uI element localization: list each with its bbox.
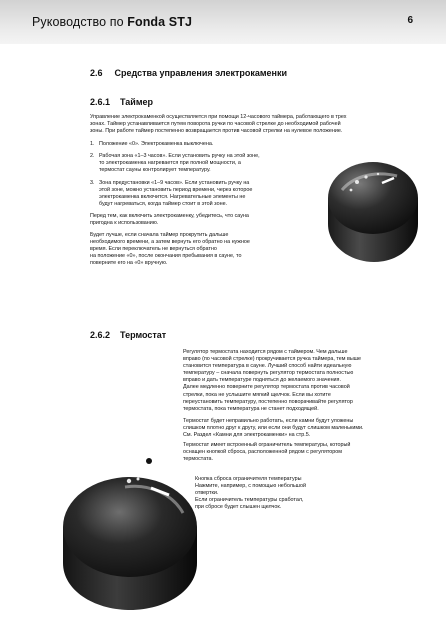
thermostat-heading-number: 2.6.2 xyxy=(90,330,111,340)
section-number: 2.6 xyxy=(90,68,103,78)
timer-advice: Будет лучше, если сначала таймер прокрутить дальше необходимого времени, а затем вернуть его обратно на нужное время. Если переключатель не вернуться обратно на положение «0», после окончания пребывания в сауне, то поверните его на «0» вручную. xyxy=(90,232,250,267)
section-heading xyxy=(90,68,287,78)
reset-button-icon xyxy=(146,458,152,464)
timer-check-note: Перед тем, как включить электрокаменку, убедитесь, что сауна пригодна к использованию. xyxy=(90,213,249,227)
page-header xyxy=(0,0,446,44)
reset-button-note: Кнопка сброса ограничителя температуры Нажмите, например, с помощью небольшой отвертки. Если ограничитель температуры сработал, при сбросе будет слышен щелчок. xyxy=(195,476,306,511)
timer-knob-image xyxy=(322,150,422,265)
text-line: Управление электрокаменкой осуществляется при помощи 12-часового таймера, работающего в трех xyxy=(90,114,347,120)
text-line: зоны. При работе таймер постепенно возвращается против часовой стрелки на нулевое положение. xyxy=(90,128,343,135)
timer-heading xyxy=(90,97,153,107)
section-title: Средства управления электрокаменки xyxy=(114,68,288,78)
thermostat-paragraph-3: Термостат имеет встроенный ограничитель температуры, который оснащен кнопкой сброса, расположенной рядом с регулятором термостата. xyxy=(183,442,351,463)
page-number: 6 xyxy=(407,15,413,26)
timer-heading-title: Таймер xyxy=(120,97,154,107)
thermostat-paragraph-1: Регулятор термостата находится рядом с таймером. Чем дальше вправо (по часовой стрелке) прокручивается ручка таймера, тем выше становится температура в сауне. Лучший способ найти идеальную температуру – сначала повернуть регулятор термостата полностью вправо и дать температуре подняться до желаемого значения. Далее медленно поверните регулятор термостата против часовой стрелки, пока не услышите мягкий щелчок. Если вы хотите переустановить температуру, постепенно поворачивайте регулятор термостата, пока температура не станет подходящей. xyxy=(183,349,362,412)
thermostat-knob-image xyxy=(55,455,205,613)
text-line: зонах. Таймер устанавливается путем поворота ручки по часовой стрелке до необходимой рабочей xyxy=(90,121,341,128)
thermostat-heading xyxy=(90,330,166,340)
brand-name: Fonda STJ xyxy=(127,15,193,29)
timer-heading-number: 2.6.1 xyxy=(90,97,111,107)
thermostat-paragraph-2: Термостат будет неправильно работать, если камни будут уложены слишком плотно друг к другу, или если они будут слишком маленькими. См. Раздел «Камни для электрокаменки» на стр.5. xyxy=(183,418,364,439)
timer-intro xyxy=(90,114,410,135)
thermostat-heading-title: Термостат xyxy=(120,330,167,340)
document-title: Руководство по Fonda STJ xyxy=(32,15,193,29)
